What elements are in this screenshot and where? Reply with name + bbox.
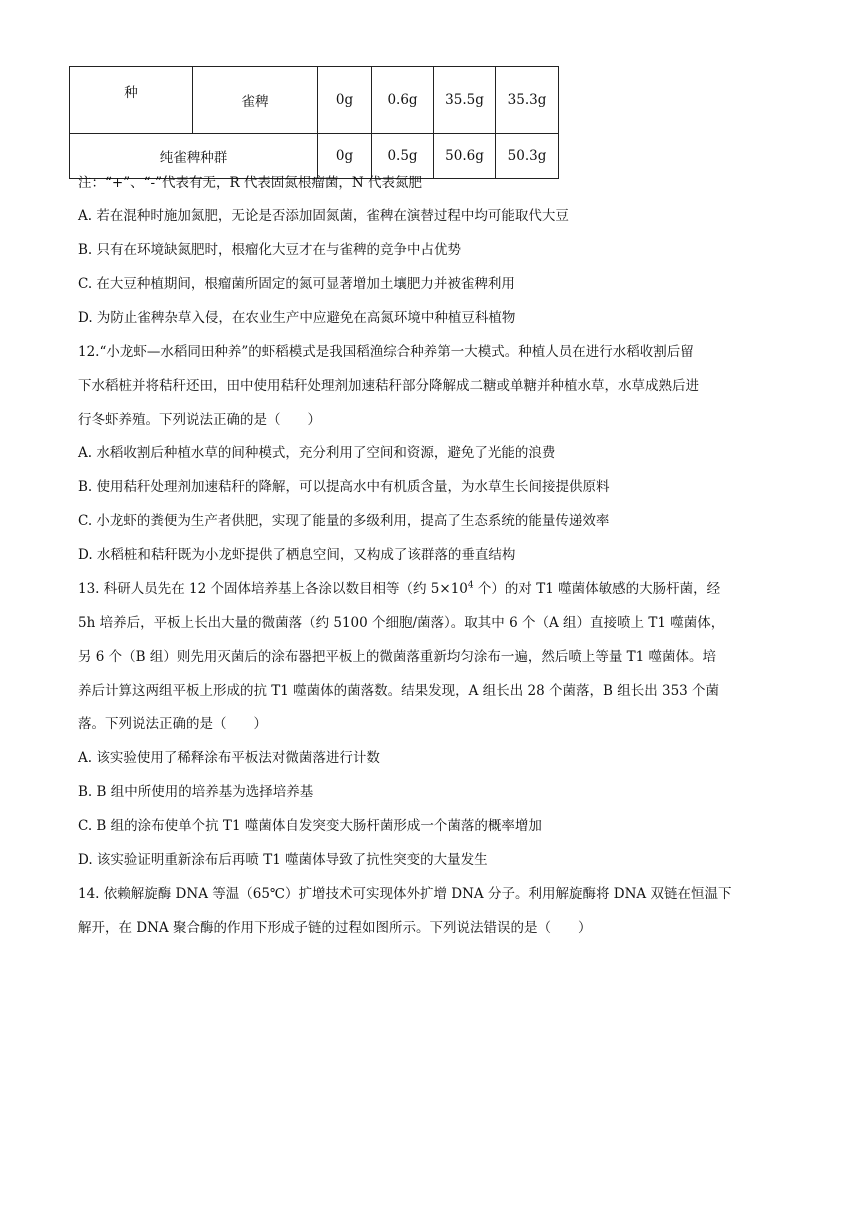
table-cell: 50.6g	[434, 134, 496, 179]
table-cell: 0g	[318, 134, 372, 179]
q12-stem-line: 下水稻桩并将秸秆还田，田中使用秸秆处理剂加速秸秆部分降解成二糖或单糖并种植水草，水草成熟后进	[78, 378, 699, 394]
table-cell: 纯雀稗种群	[70, 134, 318, 179]
q12-stem-line: 行冬虾养殖。下列说法正确的是（ ）	[78, 412, 321, 428]
q13-stem-part: 个）的对 T1 噬菌体敏感的大肠杆菌，经	[473, 581, 721, 597]
q13-option-a: A. 该实验使用了稀释涂布平板法对微菌落进行计数	[78, 750, 380, 766]
table-cell: 0g	[318, 67, 372, 134]
q11-option-a: A. 若在混种时施加氮肥，无论是否添加固氮菌，雀稗在演替过程中均可能取代大豆	[78, 208, 569, 224]
q13-stem-line: 养后计算这两组平板上形成的抗 T1 噬菌体的菌落数。结果发现，A 组长出 28 个菌落，B 组长出 353 个菌	[78, 683, 720, 699]
q13-option-b: B. B 组中所使用的培养基为选择培养基	[78, 784, 314, 800]
q14-stem-line: 解开，在 DNA 聚合酶的作用下形成子链的过程如图所示。下列说法错误的是（ ）	[78, 920, 592, 936]
q13-stem-line: 5h 培养后，平板上长出大量的微菌落（约 5100 个细胞/菌落）。取其中 6 个（A 组）直接喷上 T1 噬菌体，	[78, 615, 725, 631]
table-cell: 0.5g	[372, 134, 434, 179]
q12-stem-line: 12.“小龙虾—水稻同田种养”的虾稻模式是我国稻渔综合种养第一大模式。种植人员在进行水稻收割后留	[78, 344, 694, 360]
table-cell: 35.3g	[496, 67, 559, 134]
q11-option-c: C. 在大豆种植期间，根瘤菌所固定的氮可显著增加土壤肥力并被雀稗利用	[78, 276, 515, 292]
q13-stem-line: 落。下列说法正确的是（ ）	[78, 716, 267, 732]
q11-option-b: B. 只有在环境缺氮肥时，根瘤化大豆才在与雀稗的竞争中占优势	[78, 242, 462, 258]
q13-option-c: C. B 组的涂布使单个抗 T1 噬菌体自发突变大肠杆菌形成一个菌落的概率增加	[78, 818, 542, 834]
q13-stem-line	[78, 580, 720, 598]
q11-option-d: D. 为防止雀稗杂草入侵，在农业生产中应避免在高氮环境中种植豆科植物	[78, 310, 516, 326]
data-table	[69, 66, 559, 179]
table-row	[70, 67, 559, 134]
table-cell: 35.5g	[434, 67, 496, 134]
table-cell: 雀稗	[193, 67, 318, 134]
q13-stem-part: 13. 科研人员先在 12 个固体培养基上各涂以数目相等（约 5×10	[78, 581, 468, 597]
table-cell: 0.6g	[372, 67, 434, 134]
q14-stem-line: 14. 依赖解旋酶 DNA 等温（65℃）扩增技术可实现体外扩增 DNA 分子。利用解旋酶将 DNA 双链在恒温下	[78, 886, 732, 902]
table-row	[70, 134, 559, 179]
table-cell: 50.3g	[496, 134, 559, 179]
table-cell: 种	[70, 67, 193, 134]
q12-option-d: D. 水稻桩和秸秆既为小龙虾提供了栖息空间，又构成了该群落的垂直结构	[78, 547, 516, 563]
q13-stem-line: 另 6 个（B 组）则先用灭菌后的涂布器把平板上的微菌落重新均匀涂布一遍，然后喷上等量 T1 噬菌体。培	[78, 649, 717, 665]
q12-option-c: C. 小龙虾的粪便为生产者供肥，实现了能量的多级利用，提高了生态系统的能量传递效率	[78, 513, 610, 529]
q12-option-a: A. 水稻收割后种植水草的间种模式，充分利用了空间和资源，避免了光能的浪费	[78, 445, 556, 461]
q12-option-b: B. 使用秸秆处理剂加速秸秆的降解，可以提高水中有机质含量，为水草生长间接提供原料	[78, 479, 610, 495]
q13-option-d: D. 该实验证明重新涂布后再喷 T1 噬菌体导致了抗性突变的大量发生	[78, 852, 488, 868]
exponent: 4	[467, 580, 474, 591]
table-note: 注：“+”、“-”代表有无，R 代表固氮根瘤菌，N 代表氮肥	[78, 175, 423, 191]
